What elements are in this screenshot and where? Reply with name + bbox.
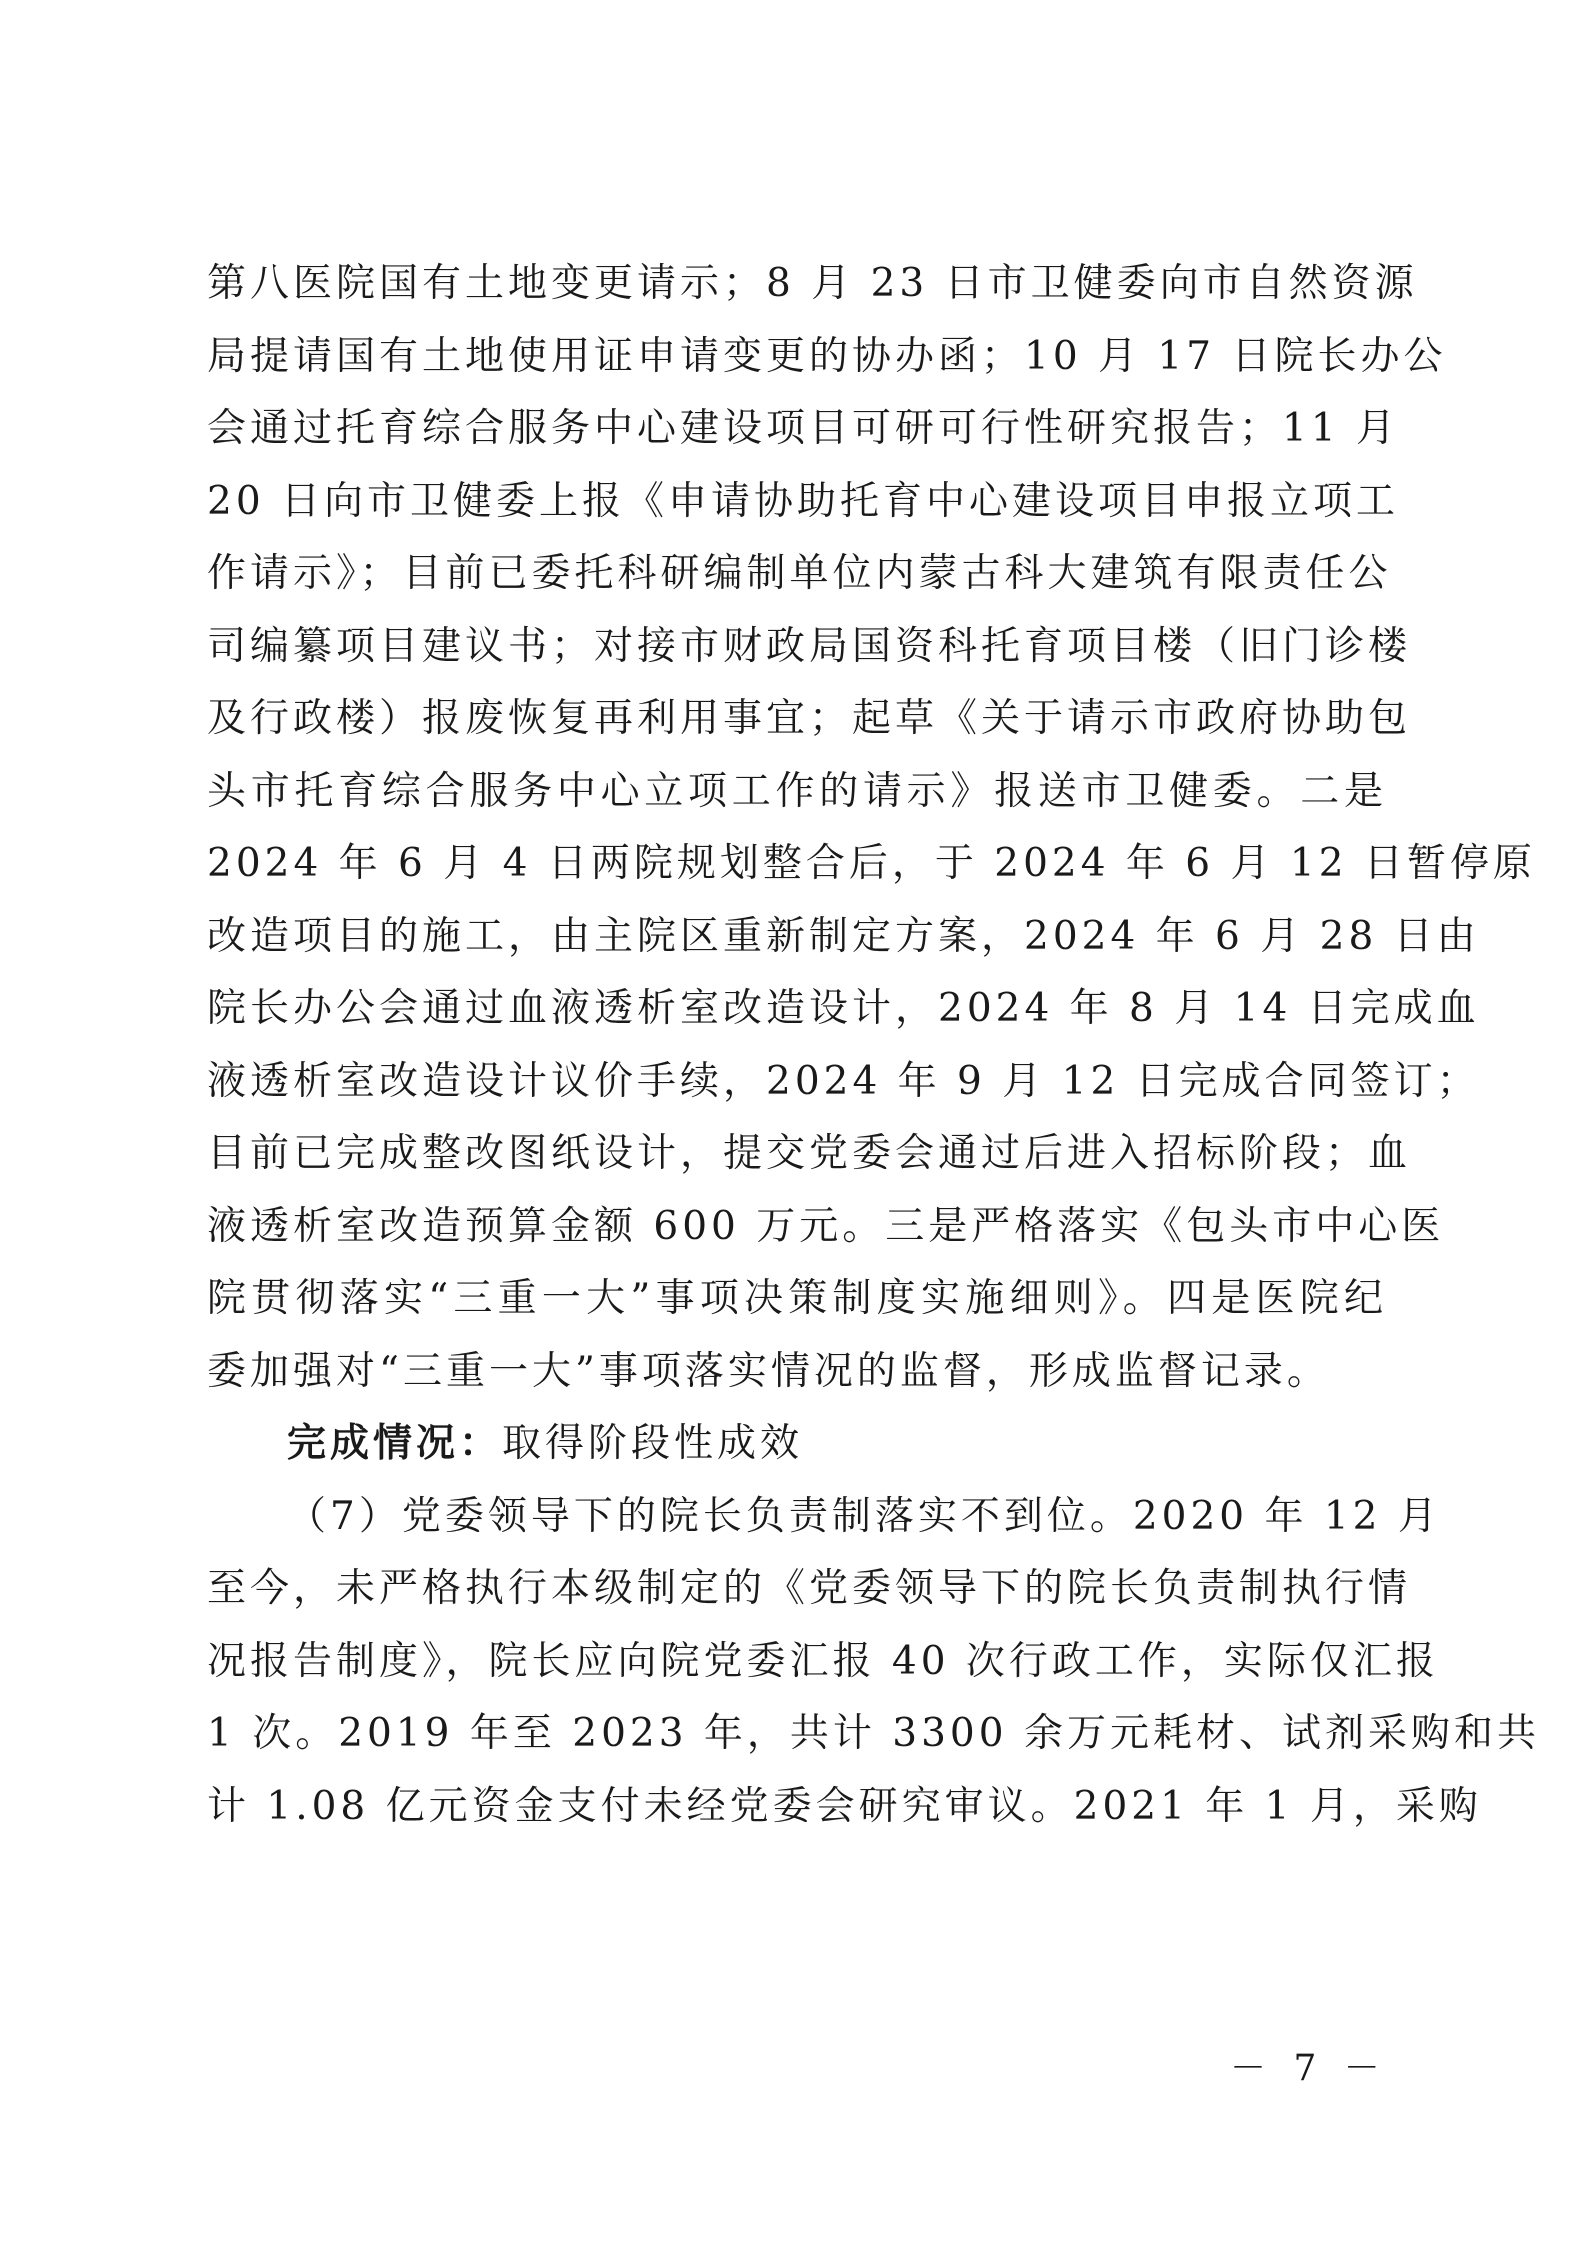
- section-7-line: 至今，未严格执行本级制定的《党委领导下的院长负责制执行情: [207, 1566, 1412, 1611]
- paragraph-line: 第八医院国有土地变更请示；8 月 23 日市卫健委向市自然资源: [207, 261, 1418, 306]
- completion-status-value: 取得阶段性成效: [502, 1421, 804, 1466]
- paragraph-line: 2024 年 6 月 4 日两院规划整合后，于 2024 年 6 月 12 日暂停原: [207, 841, 1536, 886]
- paragraph-line: 20 日向市卫健委上报《申请协助托育中心建设项目申报立项工: [207, 478, 1400, 524]
- paragraph-line: 作请示》；目前已委托科研编制单位内蒙古科大建筑有限责任公: [207, 551, 1392, 596]
- completion-status: [207, 1408, 1387, 1481]
- paragraph-line: 会通过托育综合服务中心建设项目可研可行性研究报告；11 月: [207, 406, 1400, 451]
- section-7-line: 1 次。2019 年至 2023 年，共计 3300 余万元耗材、试剂采购和共: [207, 1711, 1540, 1756]
- page-number: － 7 －: [1230, 2048, 1388, 2089]
- paragraph-line: 目前已完成整改图纸设计，提交党委会通过后进入招标阶段；血: [207, 1131, 1412, 1176]
- paragraph-line: 院长办公会通过血液透析室改造设计，2024 年 8 月 14 日完成血: [207, 986, 1480, 1031]
- paragraph-line: 司编纂项目建议书；对接市财政局国资科托育项目楼（旧门诊楼: [207, 623, 1412, 669]
- paragraph-line: 头市托育综合服务中心立项工作的请示》报送市卫健委。二是: [207, 768, 1387, 814]
- body-text: [207, 248, 1540, 1843]
- section-7-line: （7）党委领导下的院长负责制落实不到位。2020 年 12 月: [287, 1493, 1441, 1539]
- paragraph-line: 液透析室改造设计议价手续，2024 年 9 月 12 日完成合同签订；: [207, 1058, 1480, 1104]
- paragraph-line: 及行政楼）报废恢复再利用事宜；起草《关于请示市政府协助包: [207, 696, 1412, 741]
- paragraph-line: 院贯彻落实“三重一大”事项决策制度实施细则》。四是医院纪: [207, 1276, 1387, 1321]
- section-7-line: 况报告制度》，院长应向院党委汇报 40 次行政工作，实际仅汇报: [207, 1638, 1439, 1684]
- paragraph-line: 液透析室改造预算金额 600 万元。三是严格落实《包头市中心医: [207, 1203, 1445, 1249]
- paragraph-line: 局提请国有土地使用证申请变更的协办函；10 月 17 日院长办公: [207, 333, 1447, 379]
- section-7-line: 计 1.08 亿元资金支付未经党委会研究审议。2021 年 1 月，采购: [207, 1783, 1482, 1829]
- paragraph-line: 改造项目的施工，由主院区重新制定方案，2024 年 6 月 28 日由: [207, 913, 1480, 959]
- completion-status-label: 完成情况：: [287, 1421, 503, 1466]
- paragraph-line-last: 委加强对“三重一大”事项落实情况的监督，形成监督记录。: [207, 1348, 1330, 1394]
